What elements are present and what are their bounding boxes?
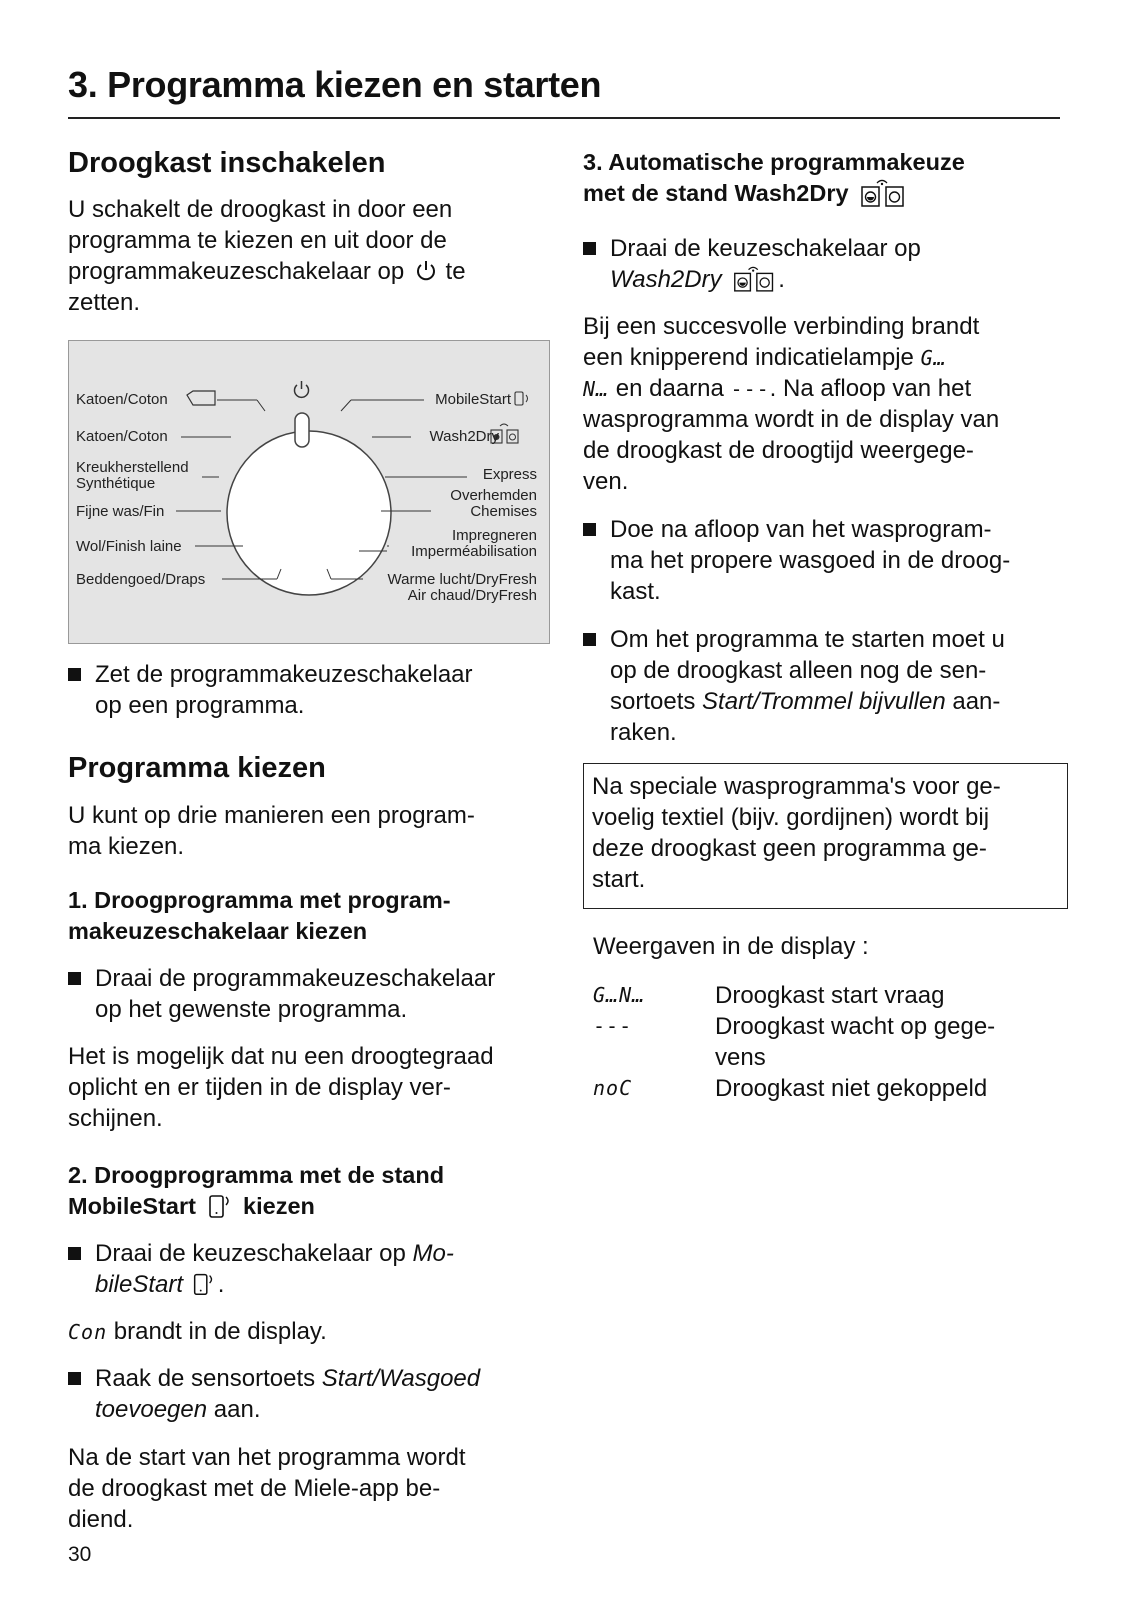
subheading-3 (583, 178, 909, 209)
bullet-text: op het gewenste programma. (95, 996, 408, 1023)
display-code: --- (593, 1014, 633, 1038)
section-heading-kiezen: Programma kiezen (68, 752, 326, 784)
bullet-text-part: sortoets (610, 688, 696, 715)
subheading-1: 1. Droogprogramma met program- (68, 887, 451, 913)
bullet-text (95, 1363, 480, 1395)
power-icon (415, 259, 437, 283)
bullet-square (583, 633, 596, 646)
bullet-text: Draai de keuzeschakelaar op (610, 235, 921, 262)
bullet-square (583, 242, 596, 255)
paragraph-line: Bij een succesvolle verbinding brandt (583, 313, 980, 340)
display-text: Droogkast wacht op gege- (715, 1013, 996, 1040)
paragraph-line: Na de start van het programma wordt (68, 1444, 466, 1471)
mobile-icon (205, 1191, 235, 1221)
panel-label: Imperméabilisation (411, 543, 537, 560)
bullet-text-part: . (778, 266, 785, 293)
bullet-text-italic: Start/Trommel bijvullen (702, 688, 946, 715)
bullet-text: Doe na afloop van het wasprogram- (610, 516, 992, 543)
bullet-text (95, 1238, 454, 1270)
bullet-text-part: aan- (952, 688, 1001, 715)
subheading-3: 3. Automatische programmakeuze (583, 149, 965, 175)
note-line: Na speciale wasprogramma's voor ge- (592, 773, 1001, 800)
wash2dry-icon (859, 176, 909, 208)
panel-label: Fijne was/Fin (76, 503, 165, 520)
paragraph-line: wasprogramma wordt in de display van (583, 406, 1000, 433)
display-code: --- (730, 377, 770, 401)
page-number: 30 (68, 1543, 92, 1566)
display-code: Con (68, 1320, 108, 1344)
title-rule (68, 117, 1060, 119)
panel-label: Wash2Dry (429, 428, 499, 445)
paragraph-line: oplicht en er tijden in de display ver- (68, 1074, 451, 1101)
subheading-2 (68, 1191, 315, 1222)
display-text: Droogkast start vraag (715, 982, 945, 1009)
note-box (583, 763, 1068, 909)
paragraph-text: brandt in de display. (113, 1318, 327, 1345)
bullet-text-part: Raak de sensortoets (95, 1365, 316, 1392)
paragraph-text: programmakeuzeschakelaar op (68, 258, 405, 285)
paragraph-line: ma kiezen. (68, 833, 185, 860)
note-line: voelig textiel (bijv. gordijnen) wordt bij (592, 804, 990, 831)
paragraph-line: de droogkast de droogtijd weergege- (583, 437, 974, 464)
bullet-text-italic: Wash2Dry (610, 266, 722, 293)
subheading-text: met de stand Wash2Dry (583, 180, 849, 206)
paragraph-line (68, 1316, 327, 1349)
panel-label: MobileStart (435, 391, 511, 408)
panel-label: Wol/Finish laine (76, 538, 182, 555)
panel-label: Kreukherstellend (76, 459, 189, 476)
bullet-text-part: aan. (213, 1396, 261, 1423)
bullet-text: op een programma. (95, 692, 305, 719)
panel-label: Express (482, 466, 537, 483)
paragraph-line: zetten. (68, 289, 141, 316)
bullet-text: Draai de programmakeuzeschakelaar (95, 965, 496, 992)
bullet-text: op de droogkast alleen nog de sen- (610, 657, 987, 684)
paragraph-line: schijnen. (68, 1105, 163, 1132)
panel-label: Warme lucht/DryFresh (387, 571, 537, 588)
panel-label: Synthétique (76, 475, 156, 492)
paragraph-line (583, 373, 971, 406)
bullet-text-italic: Start/Wasgoed (321, 1365, 481, 1392)
bullet-square (583, 523, 596, 536)
panel-label: Chemises (470, 503, 537, 520)
bullet-text-italic: toevoegen (95, 1396, 208, 1423)
display-text: vens (715, 1044, 766, 1071)
paragraph-text: en daarna (615, 375, 724, 402)
bullet-text-part: Draai de keuzeschakelaar op (95, 1240, 406, 1267)
bullet-text-italic: bileStart (95, 1271, 184, 1298)
bullet-text-part: . (217, 1271, 225, 1298)
page-title: 3. Programma kiezen en starten (68, 64, 602, 105)
bullet-text: Om het programma te starten moet u (610, 626, 1005, 653)
subheading-2: 2. Droogprogramma met de stand (68, 1162, 445, 1188)
section-heading-inschakelen: Droogkast inschakelen (68, 147, 386, 179)
panel-label: Katoen/Coton (76, 391, 168, 408)
bullet-text (610, 264, 785, 296)
paragraph-line (68, 256, 466, 288)
bullet-text: raken. (610, 719, 677, 746)
paragraph-line: diend. (68, 1506, 134, 1533)
wash2dry-icon (732, 263, 778, 293)
bullet-square (68, 972, 81, 985)
display-title: Weergaven in de display : (593, 933, 869, 960)
paragraph-text: te (445, 258, 466, 285)
paragraph-line: programma te kiezen en uit door de (68, 227, 447, 254)
bullet-text-italic: Mo- (412, 1240, 454, 1267)
paragraph-line: ven. (583, 468, 629, 495)
paragraph-line: de droogkast met de Miele-app be- (68, 1475, 441, 1502)
paragraph-line: U schakelt de droogkast in door een (68, 196, 453, 223)
subheading-text: kiezen (243, 1193, 315, 1219)
panel-label: Air chaud/DryFresh (407, 587, 537, 604)
note-line: start. (592, 866, 646, 893)
mobile-icon (190, 1270, 218, 1298)
note-line: deze droogkast geen programma ge- (592, 835, 987, 862)
bullet-text (95, 1394, 261, 1426)
display-code: G…N… (593, 983, 646, 1007)
panel-label: Katoen/Coton (76, 428, 168, 445)
paragraph-line: U kunt op drie manieren een program- (68, 802, 475, 829)
bullet-text: Zet de programmakeuzeschakelaar (95, 661, 473, 688)
display-text: Droogkast niet gekoppeld (715, 1075, 988, 1102)
bullet-square (68, 1372, 81, 1385)
subheading-text: MobileStart (68, 1193, 196, 1219)
panel-label: Beddengoed/Draps (76, 571, 206, 588)
display-code: noC (593, 1076, 633, 1100)
subheading-1: makeuzeschakelaar kiezen (68, 918, 368, 944)
bullet-text (95, 1269, 224, 1301)
display-code: N… (583, 377, 610, 401)
panel-label: Impregneren (451, 527, 537, 544)
paragraph-text: een knipperend indicatielampje (583, 344, 914, 371)
bullet-square (68, 668, 81, 681)
control-panel-illustration (68, 340, 550, 644)
bullet-text: ma het propere wasgoed in de droog- (610, 547, 1011, 574)
bullet-text (610, 686, 1000, 718)
panel-label: Overhemden (450, 487, 537, 504)
paragraph-line (583, 342, 947, 375)
bullet-text: kast. (610, 578, 661, 605)
paragraph-line: Het is mogelijk dat nu een droogtegraad (68, 1043, 494, 1070)
paragraph-text: . Na afloop van het (769, 375, 972, 402)
display-code: G… (920, 346, 947, 370)
bullet-square (68, 1247, 81, 1260)
